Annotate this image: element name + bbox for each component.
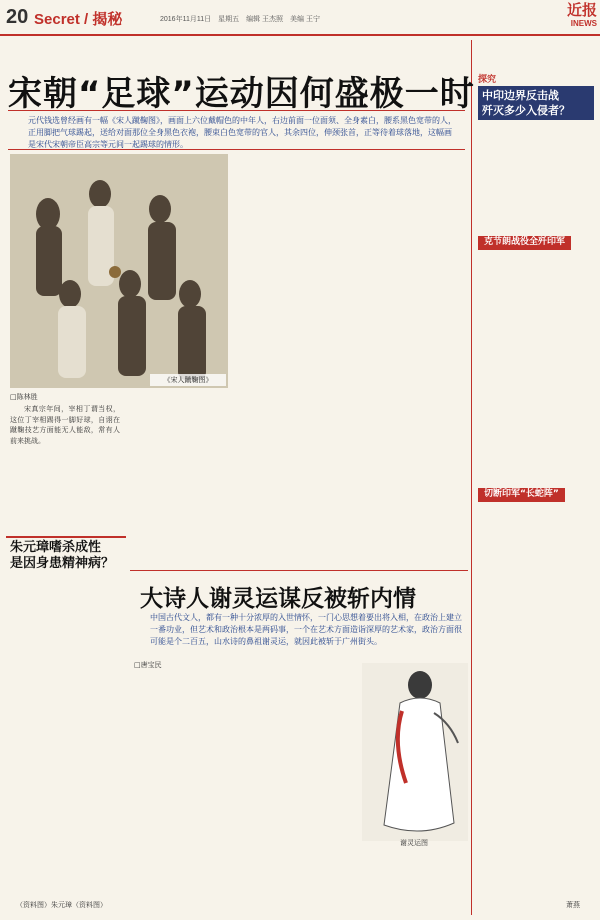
article1-lead: 元代钱选曾经画有一幅《宋人蹴鞠图》，画面上六位戴帽色的中年人，右边前面一位面须、全身素白，腰系黑色宽带的人，正用脚把气球踢起，送给对面那位全身黑色衣袍，腰束白色宽带的官人，其余四位，伸颈张首，正等待着球落地，这幅画是宋代宋朝帝臣高宗等元间一起踢球的情形。: [28, 116, 456, 149]
article1-image-caption: 《宋人蹴鞠图》: [150, 374, 226, 386]
box-divider: [6, 536, 126, 538]
logo-main: 近报: [566, 2, 597, 19]
sidebar-title: 中印边界反击战 歼灭多少入侵者？: [478, 86, 594, 120]
logo-sub: INEWS: [570, 19, 597, 28]
sidebar-author: 萧燕: [566, 901, 580, 909]
box-image-caption: （资料图）朱元璋（资料图）: [16, 901, 107, 909]
article1-title: 宋朝“足球”运动因何盛极一时: [8, 74, 475, 114]
column-divider: [471, 40, 472, 915]
article2-author: □唐宝民: [134, 661, 162, 669]
page-number: 20: [6, 6, 29, 28]
portrait-illustration: [362, 663, 468, 841]
article2-image-caption: 谢灵运图: [400, 839, 428, 847]
article2-title: 大诗人谢灵运谋反被斩内情: [140, 586, 416, 612]
issue-meta: 2016年11月11日 星期五 编辑 王杰照 美编 王宁: [160, 16, 320, 23]
sidebar-subheading-2: 切断印军“长蛇阵”: [478, 488, 565, 502]
article1-col1-text: 宋真宗年间，宰相丁谓当权，这位丁宰相踢得一脚好球，自诩在蹴鞠技艺方面能无人能敌，常有人前来挑战。: [10, 405, 120, 445]
painting-illustration: [10, 154, 228, 388]
sidebar-tag: 探究: [478, 75, 497, 85]
section-label: Secret / 揭秘: [34, 11, 123, 28]
newspaper-logo: [545, 3, 597, 31]
article2-divider: [130, 570, 468, 571]
article1-author: □陈林胜: [10, 393, 38, 401]
article1-col1: [10, 404, 120, 532]
box-title: 朱元璋嗜杀成性 是因身患精神病？: [10, 540, 115, 571]
article1-painting-image: [10, 154, 228, 388]
article2-lead: 中国古代文人，都有一种十分浓厚的入世情怀，一门心思想着要出将入相，在政治上建立一番功业，但艺术和政治根本是两码事，一个在艺术方面造诣深厚的艺术家，政治方面很可能是个二百五，山水诗的鼻祖谢灵运，就因此被斩于广州街头。: [150, 613, 462, 646]
sidebar-subheading-1: 克节朗战役全歼印军: [478, 236, 571, 250]
article2-portrait-image: [362, 663, 468, 841]
